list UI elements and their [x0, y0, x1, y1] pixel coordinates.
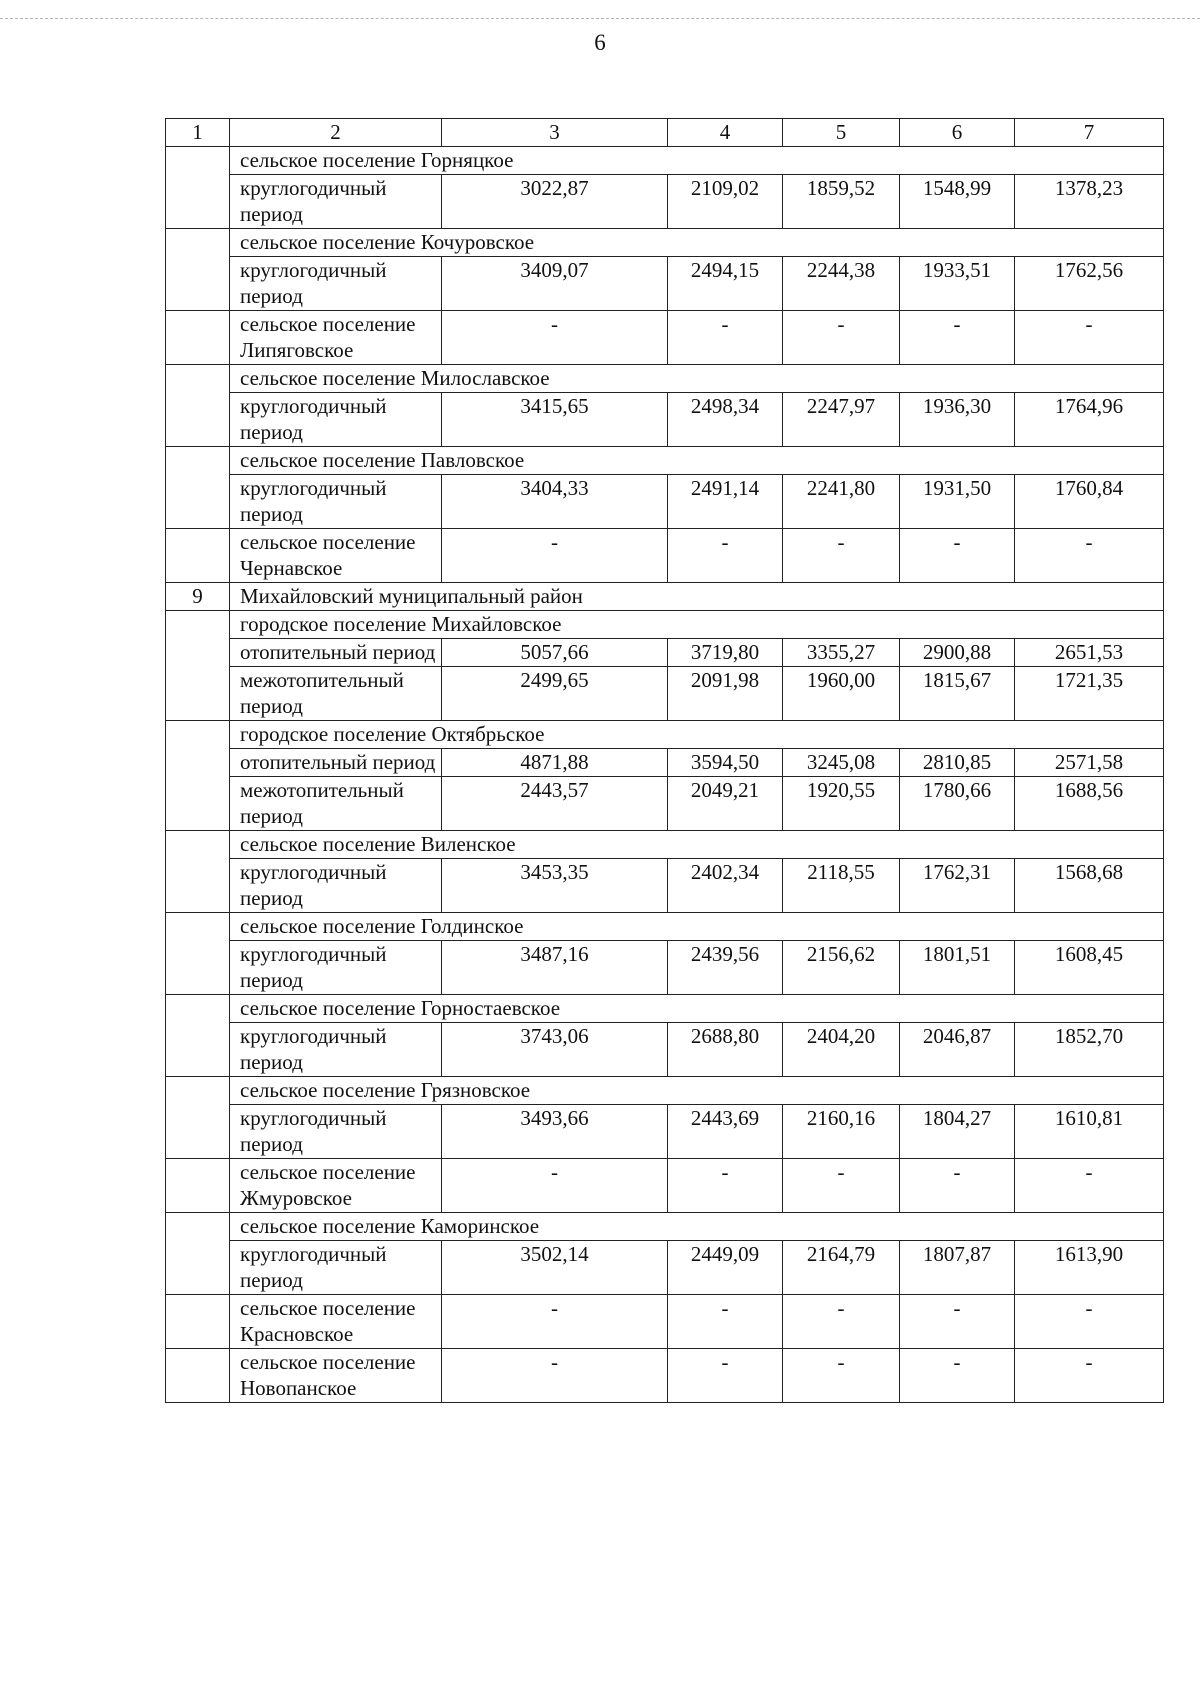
table-row: [166, 311, 1164, 365]
value-cell-col7: -: [1015, 529, 1164, 583]
value-cell-col5: 2247,97: [783, 393, 900, 447]
value-cell-col7: -: [1015, 1349, 1164, 1403]
section-row: [166, 913, 1164, 941]
value-cell-col6: 1762,31: [900, 859, 1015, 913]
value-cell-col3: 3415,65: [442, 393, 668, 447]
value-cell-col6: 1807,87: [900, 1241, 1015, 1295]
value-cell-col7: 2651,53: [1015, 639, 1164, 667]
row-number-cell: [166, 1295, 230, 1349]
value-cell-col6: 1933,51: [900, 257, 1015, 311]
value-cell-col4: 2443,69: [668, 1105, 783, 1159]
value-cell-col3: -: [442, 1295, 668, 1349]
value-cell-col4: -: [668, 1159, 783, 1213]
period-label: сельское поселение Красновское: [230, 1295, 442, 1349]
value-cell-col7: -: [1015, 311, 1164, 365]
value-cell-col5: 2160,16: [783, 1105, 900, 1159]
settlement-name: сельское поселение Милославское: [230, 365, 1164, 393]
value-cell-col4: 2109,02: [668, 175, 783, 229]
row-number-cell: [166, 529, 230, 583]
table-row: [166, 175, 1164, 229]
section-row: [166, 1077, 1164, 1105]
column-header-2: 2: [230, 119, 442, 147]
period-label: сельское поселение Липяговское: [230, 311, 442, 365]
settlement-name: сельское поселение Виленское: [230, 831, 1164, 859]
period-label: межотопительный период: [230, 777, 442, 831]
section-row: [166, 721, 1164, 749]
value-cell-col4: 2498,34: [668, 393, 783, 447]
tariff-table: [165, 118, 1164, 1403]
period-label: отопительный период: [230, 639, 442, 667]
value-cell-col7: 1378,23: [1015, 175, 1164, 229]
settlement-name: сельское поселение Горностаевское: [230, 995, 1164, 1023]
column-header-7: 7: [1015, 119, 1164, 147]
settlement-name: сельское поселение Горняцкое: [230, 147, 1164, 175]
value-cell-col4: -: [668, 529, 783, 583]
section-row: [166, 447, 1164, 475]
section-row: [166, 229, 1164, 257]
table-row: [166, 1023, 1164, 1077]
value-cell-col3: 5057,66: [442, 639, 668, 667]
value-cell-col5: 2118,55: [783, 859, 900, 913]
section-row: [166, 583, 1164, 611]
value-cell-col3: -: [442, 311, 668, 365]
period-label: круглогодичный период: [230, 1241, 442, 1295]
value-cell-col3: -: [442, 529, 668, 583]
value-cell-col3: 4871,88: [442, 749, 668, 777]
value-cell-col4: 2091,98: [668, 667, 783, 721]
value-cell-col6: -: [900, 311, 1015, 365]
section-row: [166, 147, 1164, 175]
value-cell-col3: 3502,14: [442, 1241, 668, 1295]
value-cell-col7: 1610,81: [1015, 1105, 1164, 1159]
period-label: сельское поселение Жмуровское: [230, 1159, 442, 1213]
settlement-name: сельское поселение Голдинское: [230, 913, 1164, 941]
table-row: [166, 1295, 1164, 1349]
value-cell-col5: -: [783, 1349, 900, 1403]
value-cell-col3: -: [442, 1349, 668, 1403]
settlement-name: сельское поселение Каморинское: [230, 1213, 1164, 1241]
header-row: [166, 119, 1164, 147]
period-label: круглогодичный период: [230, 475, 442, 529]
value-cell-col5: 1960,00: [783, 667, 900, 721]
value-cell-col4: 3594,50: [668, 749, 783, 777]
period-label: круглогодичный период: [230, 1105, 442, 1159]
section-row: [166, 1213, 1164, 1241]
value-cell-col5: -: [783, 311, 900, 365]
row-number-cell: [166, 311, 230, 365]
settlement-name: сельское поселение Павловское: [230, 447, 1164, 475]
value-cell-col3: 3409,07: [442, 257, 668, 311]
value-cell-col5: 3355,27: [783, 639, 900, 667]
table-row: [166, 257, 1164, 311]
row-number-cell: [166, 365, 230, 447]
value-cell-col6: -: [900, 529, 1015, 583]
table-row: [166, 1159, 1164, 1213]
value-cell-col4: 2491,14: [668, 475, 783, 529]
table-row: [166, 667, 1164, 721]
value-cell-col7: 1608,45: [1015, 941, 1164, 995]
column-header-6: 6: [900, 119, 1015, 147]
table-body: [166, 119, 1164, 1403]
row-number-cell: [166, 721, 230, 831]
table-row: [166, 529, 1164, 583]
settlement-name: городское поселение Михайловское: [230, 611, 1164, 639]
table-row: [166, 749, 1164, 777]
value-cell-col3: 3487,16: [442, 941, 668, 995]
value-cell-col3: 2443,57: [442, 777, 668, 831]
row-number-cell: [166, 913, 230, 995]
period-label: круглогодичный период: [230, 175, 442, 229]
row-number-cell: [166, 1213, 230, 1295]
section-row: [166, 365, 1164, 393]
value-cell-col4: 2049,21: [668, 777, 783, 831]
value-cell-col6: 1548,99: [900, 175, 1015, 229]
value-cell-col5: 2241,80: [783, 475, 900, 529]
settlement-name: сельское поселение Кочуровское: [230, 229, 1164, 257]
value-cell-col3: 3453,35: [442, 859, 668, 913]
value-cell-col6: 2046,87: [900, 1023, 1015, 1077]
value-cell-col6: -: [900, 1349, 1015, 1403]
value-cell-col5: 2244,38: [783, 257, 900, 311]
section-row: [166, 995, 1164, 1023]
value-cell-col4: -: [668, 311, 783, 365]
value-cell-col5: -: [783, 529, 900, 583]
period-label: круглогодичный период: [230, 859, 442, 913]
column-header-1: 1: [166, 119, 230, 147]
value-cell-col7: 1762,56: [1015, 257, 1164, 311]
value-cell-col6: 1931,50: [900, 475, 1015, 529]
value-cell-col7: 1568,68: [1015, 859, 1164, 913]
value-cell-col5: -: [783, 1159, 900, 1213]
value-cell-col4: 3719,80: [668, 639, 783, 667]
column-header-5: 5: [783, 119, 900, 147]
column-header-3: 3: [442, 119, 668, 147]
value-cell-col4: 2402,34: [668, 859, 783, 913]
row-number-cell: [166, 147, 230, 229]
table-row: [166, 475, 1164, 529]
row-number-cell: [166, 1349, 230, 1403]
settlement-name: Михайловский муниципальный район: [230, 583, 1164, 611]
value-cell-col7: 1764,96: [1015, 393, 1164, 447]
row-number-cell: [166, 611, 230, 721]
value-cell-col7: 1760,84: [1015, 475, 1164, 529]
page-number: 6: [594, 30, 606, 55]
period-label: сельское поселение Новопанское: [230, 1349, 442, 1403]
value-cell-col3: 2499,65: [442, 667, 668, 721]
value-cell-col6: -: [900, 1295, 1015, 1349]
row-number-cell: 9: [166, 583, 230, 611]
value-cell-col3: -: [442, 1159, 668, 1213]
value-cell-col4: -: [668, 1349, 783, 1403]
value-cell-col5: 3245,08: [783, 749, 900, 777]
value-cell-col5: 2404,20: [783, 1023, 900, 1077]
table-row: [166, 1349, 1164, 1403]
period-label: круглогодичный период: [230, 393, 442, 447]
value-cell-col6: 1801,51: [900, 941, 1015, 995]
value-cell-col4: 2449,09: [668, 1241, 783, 1295]
section-row: [166, 611, 1164, 639]
table-row: [166, 941, 1164, 995]
value-cell-col7: 1613,90: [1015, 1241, 1164, 1295]
value-cell-col3: 3022,87: [442, 175, 668, 229]
table-row: [166, 777, 1164, 831]
section-row: [166, 831, 1164, 859]
value-cell-col6: 1936,30: [900, 393, 1015, 447]
settlement-name: городское поселение Октябрьское: [230, 721, 1164, 749]
value-cell-col4: 2688,80: [668, 1023, 783, 1077]
value-cell-col4: 2439,56: [668, 941, 783, 995]
table-row: [166, 393, 1164, 447]
value-cell-col4: 2494,15: [668, 257, 783, 311]
value-cell-col7: 1852,70: [1015, 1023, 1164, 1077]
value-cell-col5: 1859,52: [783, 175, 900, 229]
row-number-cell: [166, 1159, 230, 1213]
value-cell-col7: -: [1015, 1295, 1164, 1349]
value-cell-col6: -: [900, 1159, 1015, 1213]
value-cell-col6: 2900,88: [900, 639, 1015, 667]
value-cell-col3: 3404,33: [442, 475, 668, 529]
value-cell-col3: 3493,66: [442, 1105, 668, 1159]
table-row: [166, 1241, 1164, 1295]
value-cell-col6: 2810,85: [900, 749, 1015, 777]
value-cell-col3: 3743,06: [442, 1023, 668, 1077]
value-cell-col5: -: [783, 1295, 900, 1349]
settlement-name: сельское поселение Грязновское: [230, 1077, 1164, 1105]
value-cell-col6: 1804,27: [900, 1105, 1015, 1159]
value-cell-col5: 1920,55: [783, 777, 900, 831]
value-cell-col5: 2156,62: [783, 941, 900, 995]
value-cell-col4: -: [668, 1295, 783, 1349]
column-header-4: 4: [668, 119, 783, 147]
period-label: круглогодичный период: [230, 941, 442, 995]
row-number-cell: [166, 995, 230, 1077]
value-cell-col7: 1688,56: [1015, 777, 1164, 831]
scan-edge-line: [0, 18, 1200, 19]
period-label: межотопительный период: [230, 667, 442, 721]
row-number-cell: [166, 831, 230, 913]
period-label: круглогодичный период: [230, 1023, 442, 1077]
row-number-cell: [166, 229, 230, 311]
value-cell-col7: 1721,35: [1015, 667, 1164, 721]
row-number-cell: [166, 447, 230, 529]
period-label: сельское поселение Чернавское: [230, 529, 442, 583]
value-cell-col7: 2571,58: [1015, 749, 1164, 777]
row-number-cell: [166, 1077, 230, 1159]
table-row: [166, 1105, 1164, 1159]
period-label: отопительный период: [230, 749, 442, 777]
period-label: круглогодичный период: [230, 257, 442, 311]
value-cell-col5: 2164,79: [783, 1241, 900, 1295]
value-cell-col6: 1815,67: [900, 667, 1015, 721]
value-cell-col7: -: [1015, 1159, 1164, 1213]
table-row: [166, 639, 1164, 667]
table-row: [166, 859, 1164, 913]
value-cell-col6: 1780,66: [900, 777, 1015, 831]
